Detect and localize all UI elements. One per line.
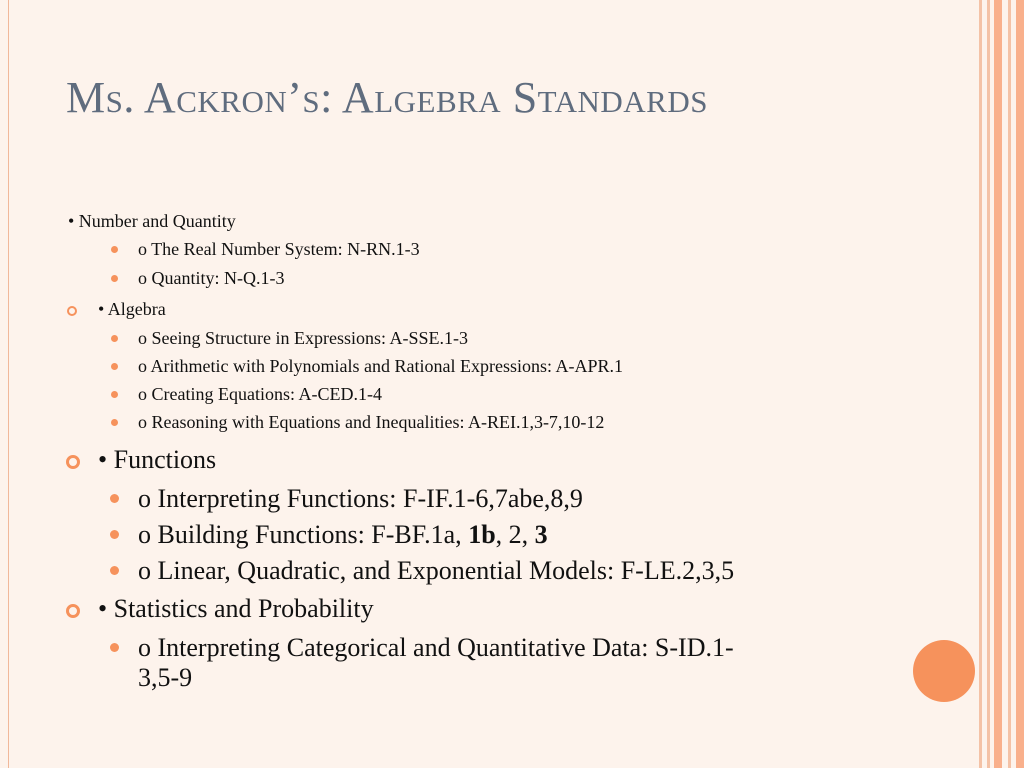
bold-standard: 1b (468, 520, 496, 549)
list-item-text: o Building Functions: F-BF.1a, (138, 520, 469, 549)
list-item: o Creating Equations: A-CED.1-4 (138, 384, 382, 404)
bullet-icon (111, 391, 118, 398)
list-item-continuation: 3,5-9 (138, 663, 193, 692)
bullet-icon (111, 335, 118, 342)
ring-bullet-icon (66, 455, 80, 469)
bullet-icon (111, 275, 118, 282)
list-item-text: , 2, (495, 520, 535, 549)
section-heading-functions: • Functions (98, 445, 217, 474)
bullet-icon (110, 530, 119, 539)
ring-bullet-icon (67, 306, 77, 316)
ring-bullet-icon (66, 604, 80, 618)
section-heading-number-quantity: • Number and Quantity (68, 211, 236, 231)
list-item: o Arithmetic with Polynomials and Rational Expressions: A-APR.1 (138, 356, 623, 376)
bullet-icon (110, 643, 119, 652)
section-heading-statistics-probability: • Statistics and Probability (98, 594, 374, 623)
list-item: o Seeing Structure in Expressions: A-SSE.1-3 (138, 328, 468, 348)
list-item: o Reasoning with Equations and Inequalities: A-REI.1,3-7,10-12 (138, 412, 605, 432)
slide-title: Ms. Ackron’s: Algebra Standards (66, 73, 708, 122)
list-item (138, 520, 548, 550)
bold-standard: 3 (534, 520, 548, 549)
list-item: o The Real Number System: N-RN.1-3 (138, 239, 420, 259)
bullet-icon (111, 246, 118, 253)
bullet-icon (111, 363, 118, 370)
bullet-icon (110, 566, 119, 575)
section-heading-algebra: • Algebra (98, 299, 166, 319)
list-item: o Linear, Quadratic, and Exponential Models: F-LE.2,3,5 (138, 556, 735, 585)
list-item: o Interpreting Functions: F-IF.1-6,7abe,8,9 (138, 484, 583, 513)
bullet-icon (110, 494, 119, 503)
list-item: o Interpreting Categorical and Quantitative Data: S-ID.1- (138, 633, 734, 662)
list-item: o Quantity: N-Q.1-3 (138, 268, 285, 288)
bullet-icon (111, 419, 118, 426)
